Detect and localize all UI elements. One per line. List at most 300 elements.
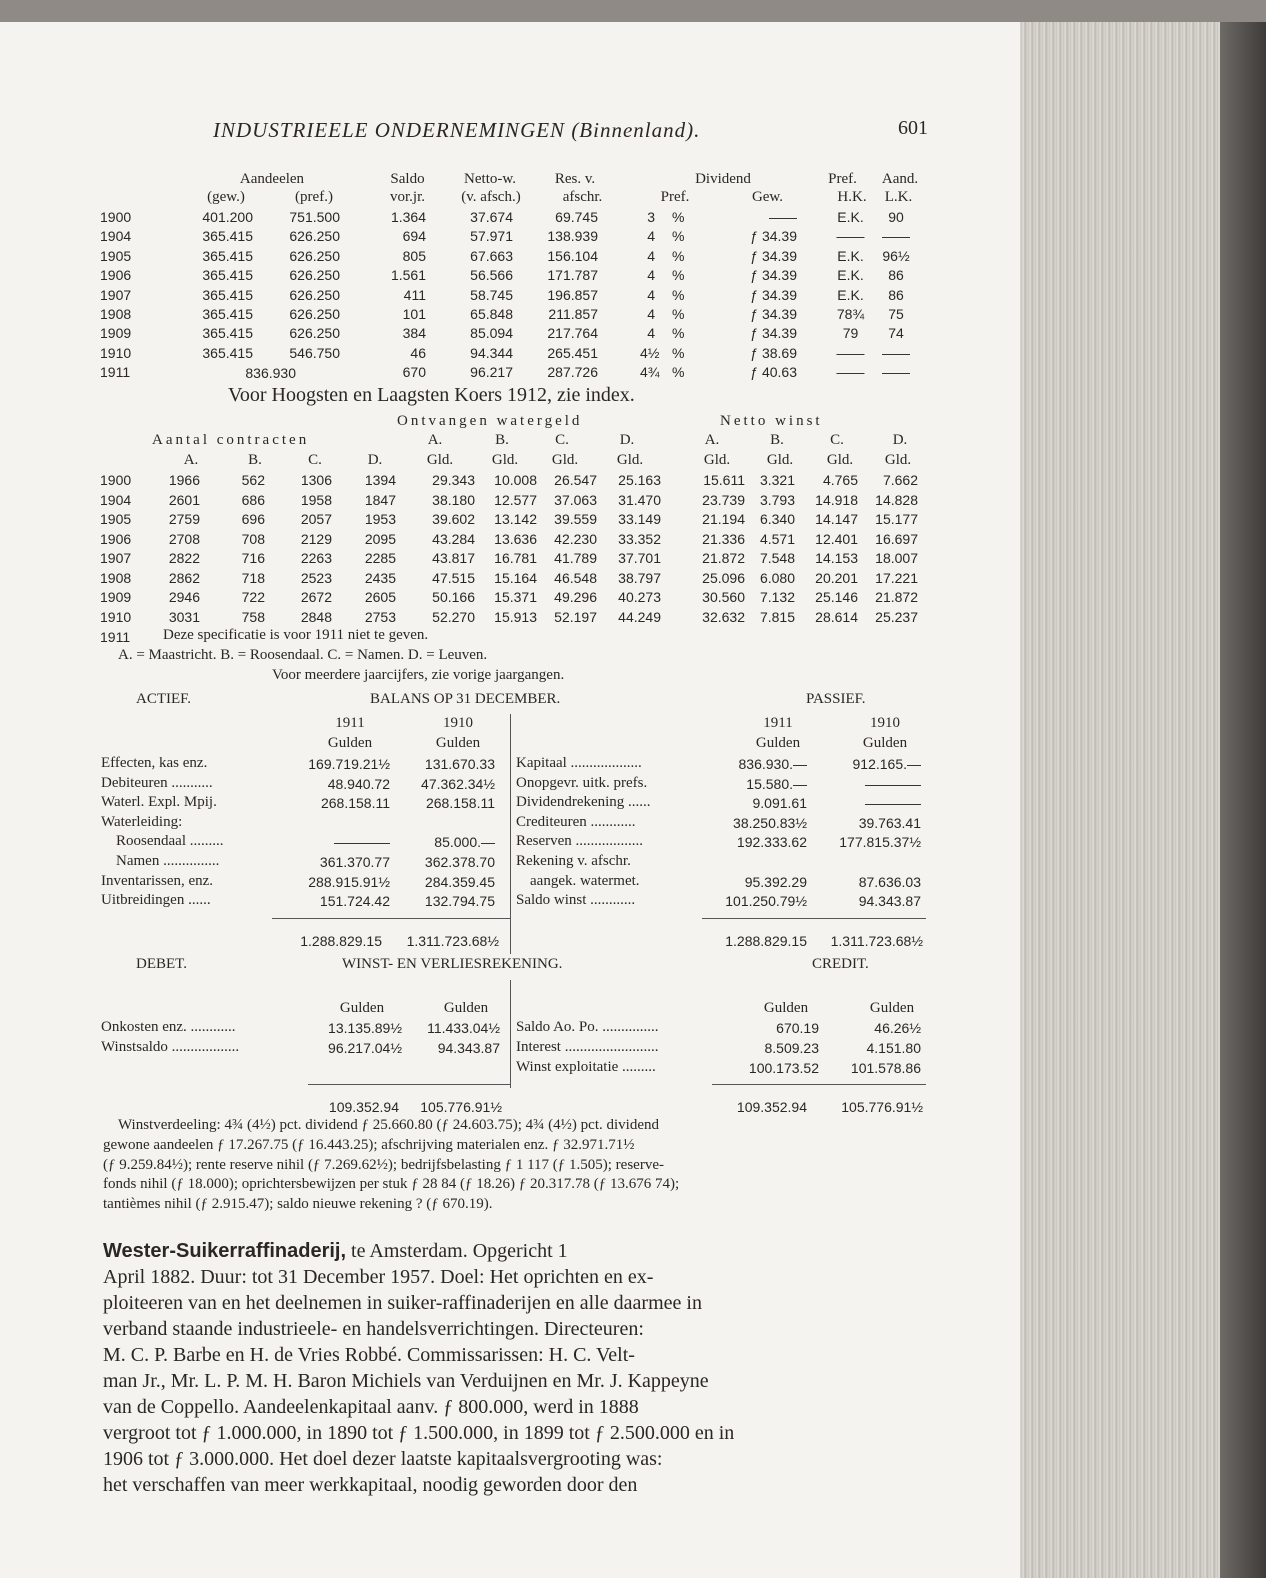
column-header: Dividend	[695, 171, 751, 187]
table-cell: 626.250	[289, 306, 340, 322]
table-cell: 4	[647, 306, 655, 322]
rule-line	[702, 918, 926, 919]
table-cell: 716	[241, 550, 265, 566]
paragraph-line: Winstverdeeling: 4¾ (4½) pct. dividend ƒ 25.660.80 (ƒ 24.603.75); 4¾ (4½) pct. dividend	[118, 1117, 659, 1133]
column-header: C.	[555, 432, 569, 448]
table-cell: 1907	[100, 286, 132, 303]
table-cell: 56.566	[470, 267, 513, 284]
account-label: Debiteuren ...........	[101, 774, 213, 791]
amount-1910: 39.763.41	[858, 814, 921, 831]
column-header: B.	[495, 432, 509, 448]
table-cell: 138.939	[547, 228, 598, 245]
column-header: H.K.	[837, 189, 867, 205]
column-header: vor.jr.	[389, 189, 425, 205]
table-cell: 49.296	[554, 589, 597, 605]
amount-1910: 132.794.75	[424, 893, 495, 910]
section-right-title: PASSIEF.	[806, 691, 866, 707]
year-header: 1911	[335, 715, 365, 731]
table-cell: 43.284	[432, 530, 475, 547]
paragraph-line: M. C. P. Barbe en H. de Vries Robbé. Commissarissen: H. C. Velt-	[103, 1344, 635, 1366]
table-cell: 1905	[100, 247, 132, 264]
table-cell: 7.662	[882, 472, 918, 488]
paragraph-line: te Amsterdam. Opgericht 1	[346, 1240, 568, 1262]
table-cell: 805	[402, 247, 426, 264]
paragraph-line: man Jr., Mr. L. P. M. H. Baron Michiels van Verduijnen en Mr. J. Kappeyne	[103, 1370, 709, 1392]
table-cell: 85.094	[470, 325, 513, 342]
table-cell: ——	[882, 344, 910, 361]
table-cell: 1953	[364, 511, 396, 527]
table-cell: 365.415	[202, 344, 253, 361]
amount-1910: 85.000.—	[434, 834, 495, 851]
table-cell: 41.789	[554, 550, 597, 566]
table-cell: 16.781	[494, 550, 537, 566]
table-cell: %	[672, 286, 685, 303]
table-cell: E.K.	[837, 267, 864, 284]
amount-1911: 101.250.79½	[725, 893, 807, 910]
account-label: Waterleiding:	[101, 813, 183, 830]
row-note: Deze specificatie is voor 1911 niet te geven.	[163, 627, 429, 643]
table-cell: 626.250	[289, 267, 340, 284]
paragraph-line: ploiteeren van en het deelnemen in suiker-raffinaderijen en alle daarmee in	[103, 1292, 702, 1314]
column-header: Gld.	[551, 452, 579, 468]
account-label: aangek. watermet.	[530, 872, 640, 889]
column-header: D.	[619, 432, 635, 448]
amount-1910: 912.165.—	[852, 756, 921, 772]
wester-paragraph	[103, 1238, 925, 1498]
table-cell: 384	[402, 325, 426, 342]
table-cell: 21.194	[702, 511, 745, 527]
section-left-title: DEBET.	[136, 956, 187, 972]
table-cell: 12.401	[815, 530, 858, 547]
table-cell: 1958	[300, 491, 332, 508]
table-cell: ——	[769, 209, 797, 225]
amount-1911: 95.392.29	[744, 873, 807, 890]
table-cell: 7.132	[759, 589, 795, 605]
section-right-title: CREDIT.	[812, 956, 869, 972]
amount-1910: ————	[865, 775, 921, 792]
amount-1910: 177.815.37½	[839, 834, 921, 851]
table-cell: 33.352	[618, 530, 661, 547]
paragraph-line: vergroot tot ƒ 1.000.000, in 1890 tot ƒ 1.500.000, in 1899 tot ƒ 2.500.000 en in	[103, 1422, 735, 1444]
table-cell: 156.104	[547, 247, 598, 264]
amount-1910: 47.362.34½	[421, 775, 495, 792]
amount-1911: 38.250.83½	[733, 814, 807, 831]
account-label: Saldo winst ............	[516, 892, 636, 909]
table-cell: 67.663	[470, 247, 513, 264]
total-1911: 1.288.829.15	[725, 933, 807, 949]
total-1910: 105.776.91½	[841, 1099, 923, 1115]
table-cell: 39.602	[432, 511, 475, 527]
table-cell: 4	[647, 247, 655, 264]
amount-1911: 192.333.62	[736, 834, 807, 851]
table-cell: 265.451	[547, 344, 598, 361]
total-1911: 109.352.94	[328, 1099, 399, 1115]
table-cell: 4½	[640, 344, 660, 361]
table-cell: ƒ 38.69	[750, 344, 797, 361]
table-cell: 4.765	[822, 472, 858, 488]
table-cell: 708	[241, 530, 265, 547]
table-cell: 86	[888, 286, 904, 303]
table-cell: 411	[403, 286, 426, 303]
table-cell: 1910	[100, 344, 132, 361]
table-cell: 2057	[300, 511, 332, 527]
table-cell: 25.163	[618, 472, 661, 488]
amount-1910: 101.578.86	[850, 1060, 921, 1076]
account-label: Namen ...............	[116, 853, 220, 869]
paragraph-line: (ƒ 9.259.84½); rente reserve nihil (ƒ 7.269.62½); bedrijfsbelasting ƒ 1 117 (ƒ 1.505); reserve-	[103, 1156, 664, 1173]
unit-header: Gulden	[339, 1000, 385, 1016]
table-cell: 1904	[100, 491, 132, 508]
table-cell: 43.817	[432, 550, 475, 566]
table-cell: 7.548	[759, 550, 795, 566]
column-header: Gld.	[426, 452, 454, 468]
table-cell: 52.197	[554, 608, 597, 625]
table-cell: ——	[836, 344, 865, 361]
table-cell: 2605	[364, 589, 396, 605]
table-cell: 365.415	[202, 228, 253, 245]
table-cell: 37.674	[470, 209, 513, 225]
section-title: WINST- EN VERLIESREKENING.	[342, 956, 563, 972]
table-cell: 365.415	[202, 286, 253, 303]
section-title: BALANS OP 31 DECEMBER.	[370, 691, 561, 707]
amount-1911: 9.091.61	[752, 795, 807, 812]
column-header: Res. v.	[554, 171, 596, 187]
table-cell: 13.636	[494, 530, 537, 547]
table-cell: ƒ 34.39	[750, 286, 797, 303]
running-head-title: INDUSTRIEELE ONDERNEMINGEN (Binnenland).	[213, 118, 701, 142]
table-cell: 211.857	[548, 306, 598, 322]
reference-note: Voor meerdere jaarcijfers, zie vorige jaargangen.	[272, 667, 565, 683]
account-label: Uitbreidingen ......	[101, 892, 211, 909]
column-header: D.	[892, 432, 908, 448]
column-divider	[510, 980, 511, 1088]
account-label: Onopgevr. uitk. prefs.	[516, 774, 648, 791]
table-cell: 15.611	[703, 472, 745, 488]
column-header: (gew.)	[207, 189, 245, 205]
table-cell: 57.971	[470, 228, 513, 245]
table-cell: 101	[402, 306, 426, 322]
table-cell: 1905	[100, 511, 132, 527]
shares-1911: 836.930	[245, 365, 296, 381]
table-cell: %	[672, 209, 685, 225]
table-cell: 46.548	[554, 569, 597, 586]
table-cell: 79	[842, 325, 859, 342]
total-1911: 1.288.829.15	[300, 933, 382, 949]
table-cell: 23.739	[702, 491, 745, 508]
table-cell: 15.164	[494, 569, 537, 586]
table-cell: 2946	[168, 589, 200, 605]
amount-1910: 284.359.45	[424, 873, 495, 890]
unit-header: Gulden	[763, 1000, 809, 1016]
table-cell: 758	[241, 608, 265, 625]
table-cell: 31.470	[618, 491, 661, 508]
amount-1911: 13.135.89½	[328, 1020, 402, 1036]
table-cell: ƒ 40.63	[750, 364, 797, 381]
paragraph-line: tantièmes nihil (ƒ 2.915.47); saldo nieuwe rekening ? (ƒ 670.19).	[103, 1196, 493, 1213]
table-cell: 37.063	[554, 491, 597, 508]
table-cell: 26.547	[554, 472, 597, 488]
table-cell: 365.415	[202, 306, 253, 322]
column-header: Netto-w.	[464, 171, 516, 187]
table-cell: 18.007	[875, 550, 918, 566]
column-header: Gld.	[616, 452, 644, 468]
table-cell: 2862	[168, 569, 200, 586]
table-cell: 4¾	[640, 364, 660, 381]
table-cell: 21.872	[702, 550, 745, 566]
table-cell: ——	[882, 228, 910, 245]
table-cell: ƒ 34.39	[750, 325, 797, 342]
table-cell: 40.273	[618, 589, 661, 605]
table-cell: 50.166	[432, 589, 475, 605]
table-cell: 94.344	[470, 344, 513, 361]
paragraph-line: 1906 tot ƒ 3.000.000. Het doel dezer laatste kapitaalsvergrooting was:	[103, 1448, 663, 1470]
total-1911: 109.352.94	[736, 1099, 807, 1115]
table-cell: 1904	[100, 228, 132, 245]
table-cell: 75	[888, 306, 904, 322]
unit-header: Gulden	[862, 735, 908, 751]
account-label: Effecten, kas enz.	[101, 755, 208, 771]
account-label: Winstsaldo ..................	[101, 1039, 240, 1055]
amount-1910: ————	[865, 795, 921, 812]
column-header: Gld.	[884, 452, 912, 468]
table-cell: 287.726	[547, 364, 598, 381]
table-cell: 29.343	[432, 472, 475, 488]
column-header: A.	[704, 432, 720, 448]
table-cell: 1.364	[390, 209, 426, 225]
table-cell: %	[672, 267, 685, 284]
table-cell: 52.270	[432, 608, 475, 625]
table-cell: 696	[241, 511, 265, 527]
table-cell: E.K.	[837, 286, 864, 303]
table-cell: 2435	[364, 569, 396, 586]
table-cell: 78¾	[836, 306, 865, 322]
column-header: C.	[308, 452, 322, 468]
table-cell: 1911	[100, 629, 131, 645]
rule-line	[272, 918, 510, 919]
amount-1911: 169.719.21½	[308, 756, 390, 772]
table-cell: 401.200	[202, 209, 253, 225]
table-cell: 722	[241, 589, 265, 605]
table-cell: 2523	[300, 569, 332, 586]
table-cell: 2759	[168, 511, 200, 527]
table-cell: 15.371	[494, 589, 537, 605]
table-cell: %	[672, 344, 685, 361]
table-cell: 2285	[364, 550, 396, 566]
legend-note: A. = Maastricht. B. = Roosendaal. C. = Namen. D. = Leuven.	[118, 647, 488, 663]
account-label: Onkosten enz. ............	[101, 1019, 236, 1035]
table-cell: ——	[836, 228, 865, 245]
column-header: Pref.	[660, 189, 690, 205]
table-cell: %	[672, 306, 685, 322]
table-cell: E.K.	[837, 247, 864, 264]
table-cell: 1900	[100, 472, 132, 488]
column-header: Aandeelen	[239, 171, 305, 187]
table-cell: 196.857	[547, 286, 598, 303]
table-cell: 4	[647, 267, 655, 284]
table-cell: 74	[888, 325, 904, 342]
table-cell: 14.147	[815, 511, 858, 527]
table-cell: 365.415	[202, 247, 253, 264]
book-binding	[1220, 22, 1266, 1578]
table-cell: 1908	[100, 569, 132, 586]
table-cell: 670	[402, 364, 426, 381]
table-cell: ƒ 34.39	[750, 228, 797, 245]
total-1910: 1.311.723.68½	[406, 933, 499, 949]
amount-1911: 15.580.—	[746, 775, 807, 792]
table-cell: %	[672, 364, 685, 381]
amount-1911: 268.158.11	[320, 795, 390, 812]
table-cell: 365.415	[202, 325, 253, 342]
column-header: A.	[183, 452, 199, 468]
table-cell: 4	[647, 325, 655, 342]
table-cell: 686	[241, 491, 265, 508]
table-cell: 562	[241, 472, 265, 488]
table-cell: E.K.	[837, 209, 864, 225]
table-cell: 3031	[168, 608, 200, 625]
table-cell: 4	[647, 286, 655, 303]
column-header: Gew.	[751, 189, 784, 205]
table-cell: 15.177	[875, 511, 918, 527]
table-cell: 2848	[300, 608, 332, 625]
table-cell: 1907	[100, 550, 132, 566]
amount-1910: 87.636.03	[858, 873, 921, 890]
page-edges	[1020, 22, 1266, 1578]
amount-1911: 151.724.42	[319, 893, 390, 910]
year-header: 1910	[870, 715, 900, 731]
table-cell: 39.559	[554, 511, 597, 527]
paragraph-line: gewone aandeelen ƒ 17.267.75 (ƒ 16.443.25); afschrijving materialen enz. ƒ 32.971.71½	[103, 1136, 635, 1153]
account-label: Waterl. Expl. Mpij.	[101, 794, 217, 811]
account-label: Crediteuren ............	[516, 813, 636, 830]
table-cell: 65.848	[470, 306, 513, 322]
unit-header: Gulden	[327, 735, 373, 751]
table-cell: 1909	[100, 589, 132, 605]
table-cell: 21.336	[702, 530, 745, 547]
table-cell: 69.745	[555, 209, 598, 225]
column-header: Aand.	[881, 171, 919, 187]
table-cell: 16.697	[875, 530, 918, 547]
table-cell: 626.250	[289, 325, 340, 342]
column-header: C.	[830, 432, 844, 448]
account-label: Interest .........................	[516, 1039, 659, 1055]
column-header: (v. afsch.)	[461, 189, 521, 205]
table-cell: 2753	[364, 608, 396, 625]
table-cell: 2708	[168, 530, 200, 547]
unit-header: Gulden	[869, 1000, 915, 1016]
table-cell: ——	[882, 364, 910, 381]
column-header: B.	[770, 432, 784, 448]
amount-1910: 94.343.87	[858, 893, 921, 910]
column-header: afschr.	[562, 189, 603, 205]
group-header: Ontvangen watergeld	[397, 413, 583, 429]
total-1910: 1.311.723.68½	[830, 933, 923, 949]
amount-1911: ————	[334, 834, 390, 851]
table-cell: 96½	[882, 247, 910, 264]
table-cell: 38.797	[618, 569, 661, 586]
table-cell: 626.250	[289, 228, 340, 245]
group-header: Aantal contracten	[152, 432, 310, 448]
amount-1911: 48.940.72	[327, 775, 390, 792]
table-cell: 25.146	[815, 589, 858, 605]
table-cell: 20.201	[815, 569, 858, 586]
table-cell: 365.415	[202, 267, 253, 284]
account-label: Kapitaal ...................	[516, 755, 642, 771]
amount-1910: 11.433.04½	[427, 1020, 500, 1036]
table-cell: 1911	[100, 364, 131, 381]
table-cell: 37.701	[618, 550, 661, 566]
company-name: Wester-Suikerraffinaderij,	[103, 1240, 347, 1262]
column-header: (pref.)	[295, 189, 333, 205]
column-header: Gld.	[703, 452, 731, 468]
table-cell: 15.913	[494, 608, 537, 625]
table-cell: 6.340	[759, 511, 795, 527]
account-label: Roosendaal .........	[116, 833, 224, 850]
table-cell: 1908	[100, 306, 132, 322]
table-cell: 12.577	[494, 491, 537, 508]
koers-note: Voor Hoogsten en Laagsten Koers 1912, zie index.	[228, 384, 635, 406]
table-cell: 1909	[100, 325, 132, 342]
table-cell: 2822	[168, 550, 200, 566]
table-cell: 14.828	[875, 491, 918, 508]
table-cell: %	[672, 325, 685, 342]
table-cell: 13.142	[494, 511, 537, 527]
column-divider	[510, 714, 511, 954]
account-label: Dividendrekening ......	[516, 794, 651, 811]
table-cell: 4	[647, 228, 655, 245]
table-cell: 751.500	[289, 209, 340, 225]
column-header: Gld.	[491, 452, 519, 468]
column-header: B.	[248, 452, 262, 468]
table-cell: 2129	[300, 530, 332, 547]
table-cell: 694	[402, 228, 426, 245]
table-cell: 1900	[100, 209, 132, 225]
table-cell: 96.217	[470, 364, 513, 381]
table-cell: 1910	[100, 608, 132, 625]
rule-line	[308, 1084, 510, 1085]
table-cell: 21.872	[875, 589, 918, 605]
table-cell: 1906	[100, 267, 132, 284]
section-left-title: ACTIEF.	[136, 691, 192, 707]
table-cell: 25.096	[702, 569, 745, 586]
table-cell: 38.180	[432, 491, 475, 508]
table-cell: 14.918	[815, 491, 858, 508]
amount-1911: 100.173.52	[748, 1060, 819, 1076]
table-cell: 3.321	[759, 472, 795, 488]
column-header: A.	[427, 432, 443, 448]
table-cell: %	[672, 247, 685, 264]
table-cell: 90	[888, 209, 904, 225]
account-label: Rekening v. afschr.	[516, 853, 631, 869]
table-cell: ƒ 34.39	[750, 306, 797, 322]
column-header: D.	[367, 452, 383, 468]
table-cell: 28.614	[815, 608, 858, 625]
column-header: Pref.	[828, 171, 857, 187]
table-cell: 25.237	[875, 608, 918, 625]
table-cell: 30.560	[702, 589, 745, 605]
table-cell: %	[672, 228, 685, 245]
table-cell: 17.221	[875, 569, 918, 586]
paragraph-line: van de Coppello. Aandeelenkapitaal aanv. ƒ 800.000, werd in 1888	[103, 1396, 639, 1418]
table-cell: 3.793	[759, 491, 795, 508]
unit-header: Gulden	[443, 1000, 489, 1016]
table-cell: ƒ 34.39	[750, 267, 797, 284]
amount-1911: 8.509.23	[764, 1040, 819, 1056]
table-cell: ——	[836, 364, 865, 381]
amount-1911: 836.930.—	[738, 756, 807, 772]
account-label: Inventarissen, enz.	[101, 872, 214, 889]
column-header: Gld.	[826, 452, 854, 468]
table-cell: 4.571	[759, 530, 795, 547]
